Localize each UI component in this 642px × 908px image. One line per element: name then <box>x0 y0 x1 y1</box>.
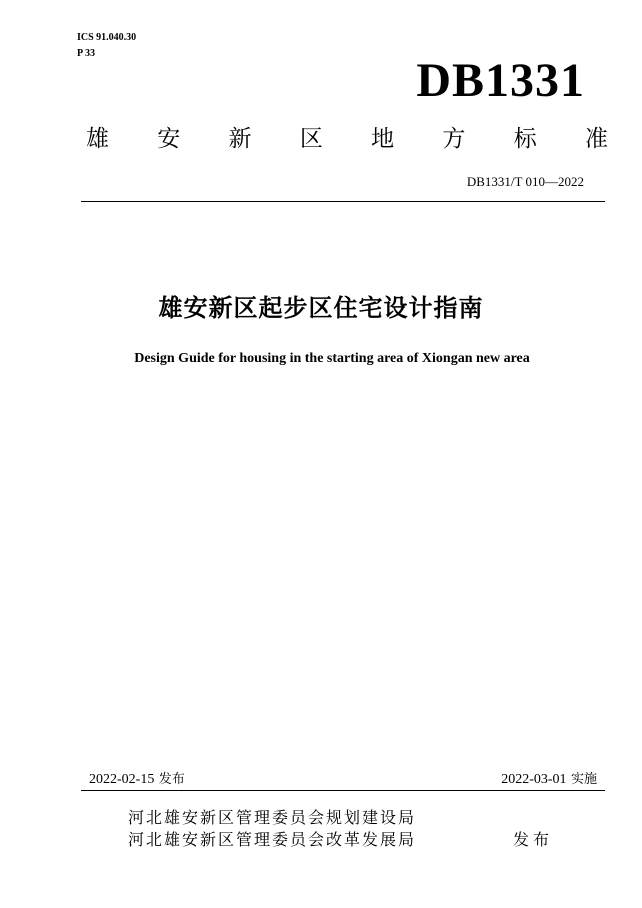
header-divider <box>81 201 605 202</box>
category-char: 新 <box>228 126 252 152</box>
category-char: 标 <box>513 126 537 152</box>
issue-date: 2022-02-15 <box>89 772 155 787</box>
publisher-line-1: 河北雄安新区管理委员会规划建设局 <box>128 808 417 827</box>
ics-code: ICS 91.040.30 <box>77 32 137 43</box>
category-char: 区 <box>299 126 323 152</box>
implement-label: 实施 <box>570 772 597 787</box>
category-char: 地 <box>371 126 395 152</box>
standard-prefix: DB1331 <box>416 54 585 107</box>
document-title-chinese: 雄安新区起步区住宅设计指南 <box>158 294 484 322</box>
standard-category <box>86 122 608 156</box>
publisher-line-2: 河北雄安新区管理委员会改革发展局 <box>128 830 417 849</box>
publish-label: 发布 <box>513 830 554 849</box>
category-char: 方 <box>442 126 466 152</box>
issue-label: 发布 <box>158 772 185 787</box>
category-char: 雄 <box>86 126 109 152</box>
issue-date-line <box>89 770 185 789</box>
implement-date-line <box>501 770 597 789</box>
footer-divider <box>81 790 605 791</box>
document-title-english: Design Guide for housing in the starting area of Xiongan new area <box>134 351 530 366</box>
category-char: 安 <box>157 126 181 152</box>
category-char: 准 <box>584 126 608 152</box>
classification-code: P 33 <box>77 48 96 59</box>
standard-number: DB1331/T 010—2022 <box>466 174 584 189</box>
implement-date: 2022-03-01 <box>501 772 567 787</box>
